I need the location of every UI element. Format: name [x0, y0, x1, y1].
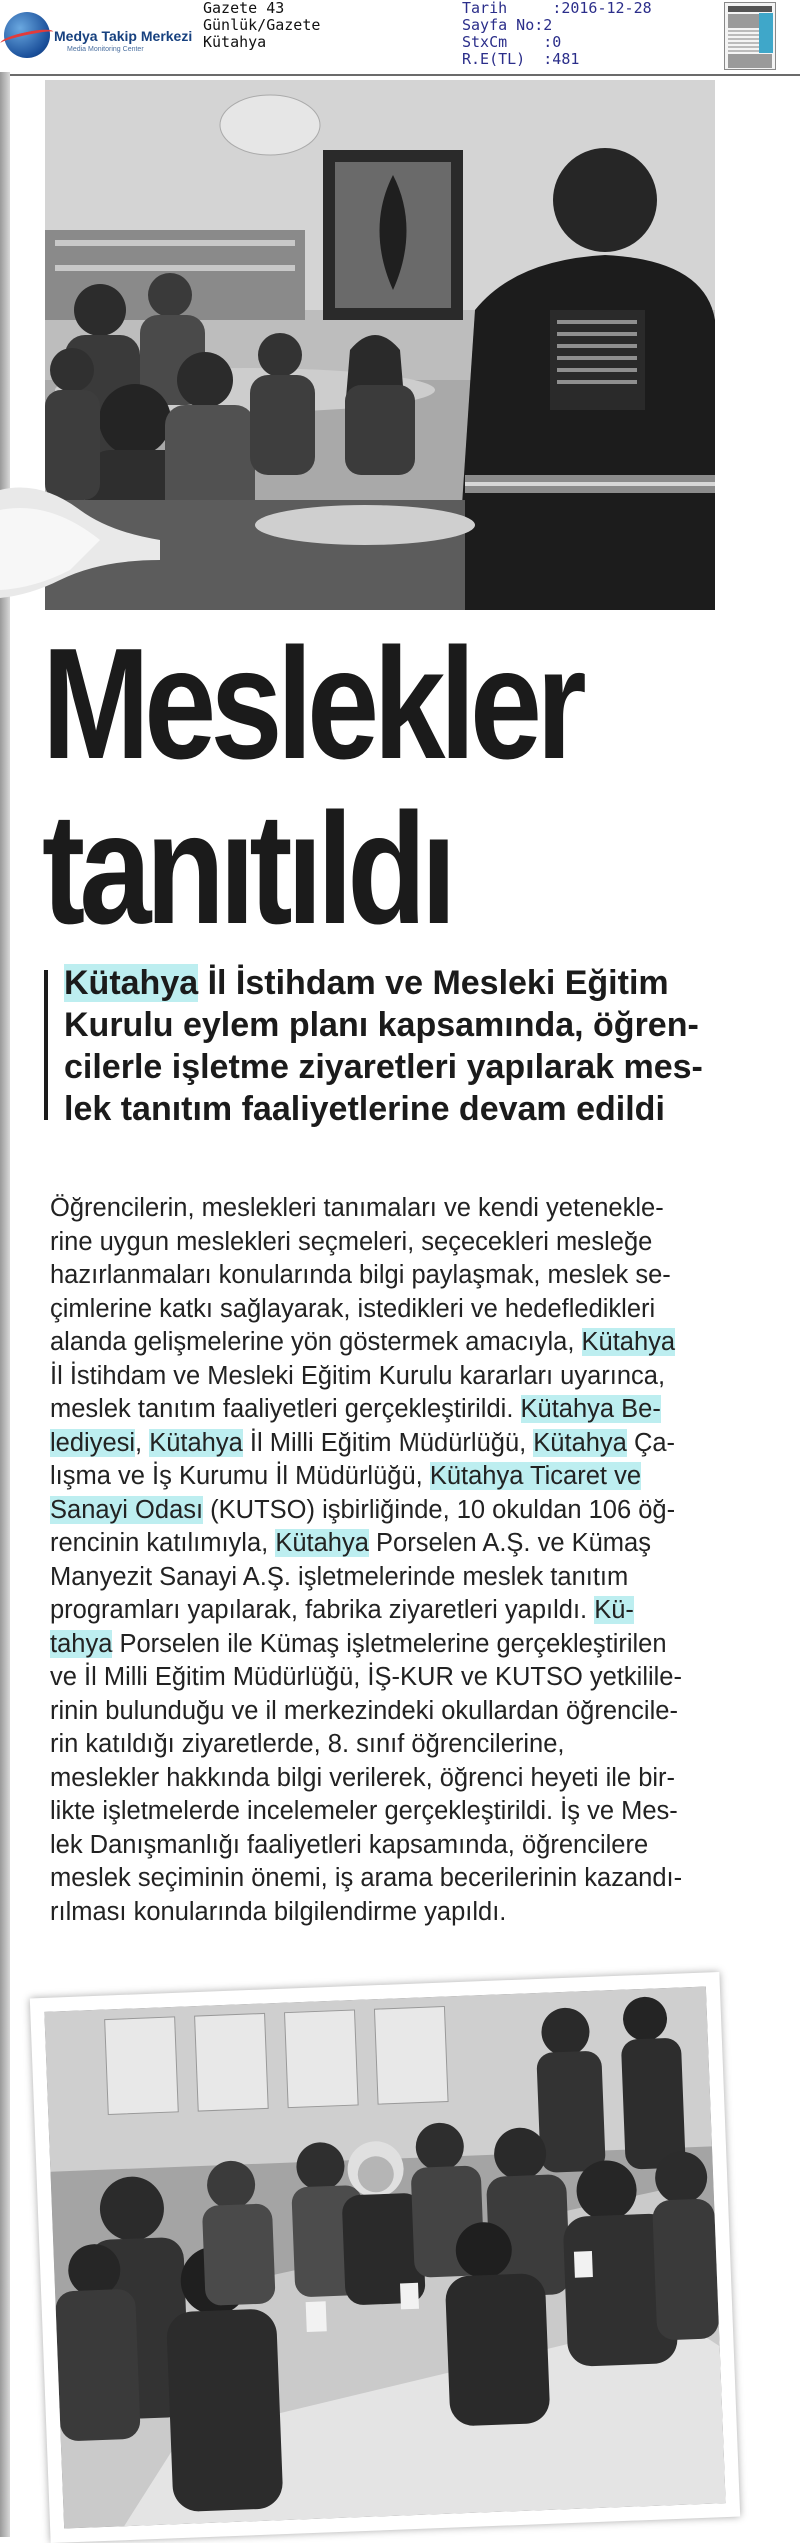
body-line: [50, 1293, 720, 1327]
meta-value: :2016-12-28: [552, 0, 652, 17]
body-line: [50, 1594, 720, 1628]
body-line: [50, 1192, 720, 1226]
highlighted-keyword: Kütahya: [581, 1328, 676, 1356]
text-run: İl İstihdam ve Mesleki Eğitim: [198, 964, 669, 1002]
text-run: ,: [135, 1428, 150, 1457]
highlighted-keyword: Kü-: [594, 1596, 634, 1624]
highlighted-keyword: Kütahya: [149, 1428, 243, 1457]
publication-name: Gazete 43: [203, 0, 285, 17]
meta-label: R.E(TL): [462, 50, 544, 68]
headline-line-1: Meslekler: [42, 616, 581, 792]
page-thumbnail[interactable]: [724, 2, 776, 70]
publication-frequency: Günlük/Gazete: [203, 16, 321, 34]
text-run: ve İl Milli Eğitim Müdürlüğü, İŞ-KUR ve KUTSO yetkilile-: [50, 1663, 682, 1691]
meta-value: :0: [543, 33, 562, 51]
body-line: [50, 1427, 720, 1461]
logo-name: Medya Takip Merkezi: [54, 28, 193, 44]
clipping-meta: [462, 0, 652, 68]
text-run: alanda gelişmelerine yön göstermek amacıyla,: [50, 1328, 582, 1356]
highlighted-keyword: Kütahya: [64, 964, 199, 1002]
text-run: lek Danışmanlığı faaliyetleri kapsamında, öğrencilere: [50, 1830, 649, 1859]
headline-line-2: tanıtıldı: [42, 781, 451, 957]
text-run: meslek seçiminin önemi, iş arama becerilerinin kazandı-: [50, 1864, 683, 1892]
agency-logo: [4, 6, 204, 56]
logo-subtitle: Media Monitoring Center: [67, 46, 144, 53]
highlighted-keyword: Kütahya: [533, 1428, 627, 1457]
article-lead: [64, 962, 724, 1130]
header-divider: [10, 74, 800, 76]
highlighted-keyword: lediyesi: [50, 1428, 136, 1457]
text-run: meslekler hakkında bilgi verilerek, öğrenci heyeti ile bir-: [50, 1763, 676, 1792]
text-run: Porselen ile Kümaş işletmelerine gerçekleştirilen: [112, 1629, 667, 1658]
body-line: [50, 1728, 720, 1762]
text-run: rinin bulunduğu ve il merkezindeki okullardan öğrencile-: [50, 1696, 678, 1725]
body-line: [50, 1226, 720, 1260]
article-photo-bottom-frame: [30, 1972, 740, 2543]
body-line: [50, 1259, 720, 1293]
body-line: [50, 1795, 720, 1829]
publication-info: [203, 0, 320, 51]
text-run: rine uygun meslekleri seçmeleri, seçecekleri mesleğe: [50, 1227, 653, 1256]
text-run: lışma ve İş Kurumu İl Müdürlüğü,: [50, 1462, 430, 1490]
article-body: [50, 1192, 720, 1929]
text-run: Ça-: [626, 1428, 676, 1457]
lead-bar: [44, 970, 48, 1120]
body-line: [50, 1829, 720, 1863]
body-line: [50, 1695, 720, 1729]
text-run: İl Milli Eğitim Müdürlüğü,: [242, 1428, 534, 1457]
body-line: [50, 1561, 720, 1595]
text-run: çimlerine katkı sağlayarak, istedikleri ve hedefledikleri: [50, 1294, 656, 1323]
publication-city: Kütahya: [203, 33, 267, 51]
meta-label: Tarih: [462, 0, 553, 17]
globe-icon: [4, 12, 50, 58]
meta-row-page: [462, 17, 652, 34]
text-run: lek tanıtım faaliyetlerine devam edildi: [64, 1090, 665, 1128]
text-run: Porselen A.Ş. ve Kümaş: [368, 1529, 651, 1557]
highlighted-keyword: Kütahya Ticaret ve: [429, 1462, 642, 1490]
text-run: meslek tanıtım faaliyetleri gerçekleştirildi.: [50, 1395, 521, 1423]
text-run: hazırlanmaları konularında bilgi paylaşmak, meslek se-: [50, 1261, 671, 1289]
article-photo-bottom: [44, 1986, 725, 2528]
text-run: likte işletmelerde incelemeler gerçekleştirildi. İş ve Mes-: [50, 1797, 678, 1825]
body-line: [50, 1762, 720, 1796]
text-run: Manyezit Sanayi A.Ş. işletmelerinde meslek tanıtım: [50, 1562, 629, 1591]
highlighted-keyword: tahya: [50, 1629, 113, 1658]
paper-curl-decoration: [0, 470, 160, 600]
body-line: [50, 1628, 720, 1662]
body-line: [50, 1527, 720, 1561]
body-line: [50, 1661, 720, 1695]
article-headline: [42, 616, 616, 957]
highlighted-keyword: Kütahya Be-: [520, 1395, 661, 1423]
meta-row-ad-value: [462, 51, 652, 68]
highlighted-keyword: Kütahya: [275, 1529, 369, 1557]
highlighted-keyword: Sanayi Odası: [50, 1495, 204, 1524]
meta-row-stxcm: [462, 34, 652, 51]
text-run: Kurulu eylem planı kapsamında, öğren-: [64, 1006, 699, 1044]
text-run: İl İstihdam ve Mesleki Eğitim Kurulu kararları uyarınca,: [50, 1361, 666, 1390]
page-edge: [0, 72, 10, 2537]
clipping-header: [0, 0, 800, 72]
text-run: rencinin katılımıyla,: [50, 1529, 276, 1557]
text-run: cilerle işletme ziyaretleri yapılarak mes-: [64, 1048, 703, 1086]
meta-value: :481: [543, 50, 580, 68]
meta-label: Sayfa No: [462, 16, 535, 34]
text-run: Öğrencilerin, meslekleri tanımaları ve kendi yetenekle-: [50, 1194, 664, 1222]
meta-row-date: [462, 0, 652, 17]
body-line: [50, 1460, 720, 1494]
body-line: [50, 1326, 720, 1360]
meta-value: :2: [534, 16, 553, 34]
body-line: [50, 1393, 720, 1427]
body-line: [50, 1494, 720, 1528]
meta-label: StxCm: [462, 33, 544, 51]
text-run: programları yapılarak, fabrika ziyaretleri yapıldı.: [50, 1596, 595, 1624]
body-line: [50, 1360, 720, 1394]
text-run: (KUTSO) işbirliğinde, 10 okuldan 106 öğ-: [203, 1495, 676, 1524]
body-line: [50, 1862, 720, 1896]
text-run: rılması konularında bilgilendirme yapıldı.: [50, 1897, 507, 1926]
text-run: rin katıldığı ziyaretlerde, 8. sınıf öğrencilerine,: [50, 1730, 565, 1758]
body-line: [50, 1896, 720, 1930]
